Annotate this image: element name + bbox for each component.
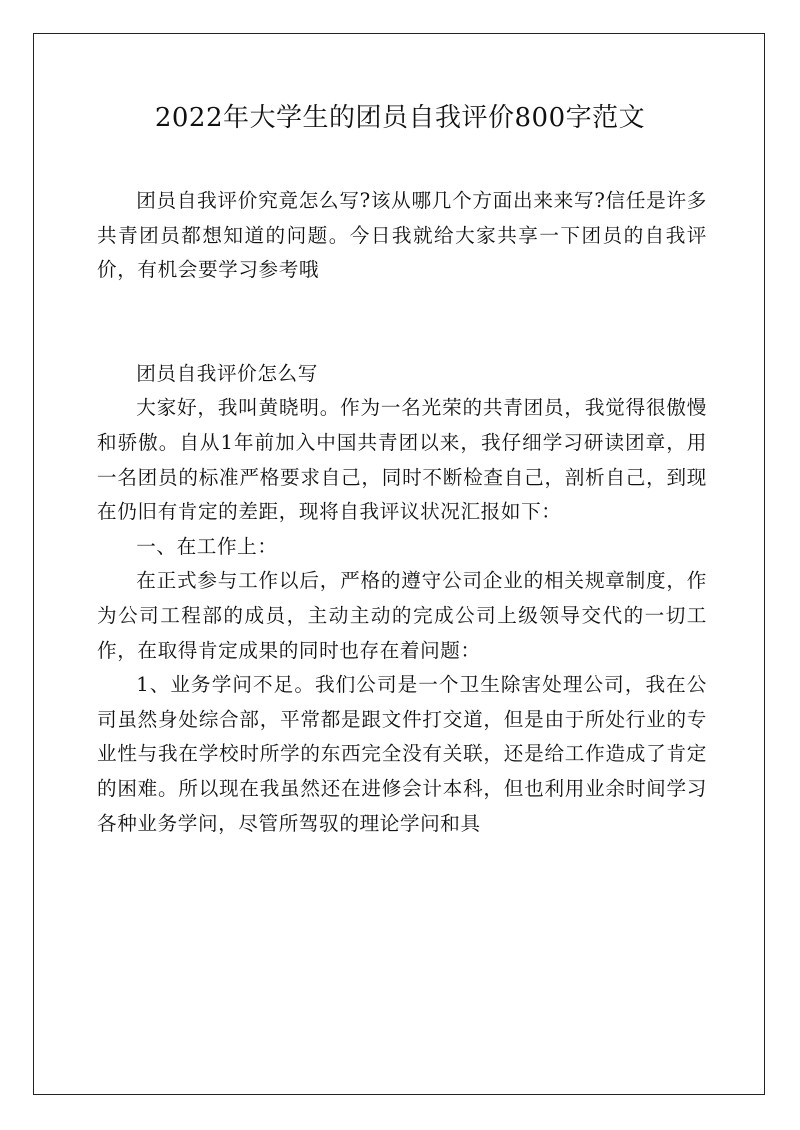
- body-paragraph: 1、业务学问不足。我们公司是一个卫生除害处理公司，我在公司虽然身处综合部，平常都是跟文件打交道，但是由于所处行业的专业性与我在学校时所学的东西完全没有关联，还是给工作造成了肯定的困难。所以现在我虽然还在进修会计本科，但也利用业余时间学习各种业务学问，尽管所驾驭的理论学问和具: [97, 673, 707, 835]
- subsection-heading: 一、在工作上：: [136, 534, 278, 558]
- document-body: [97, 184, 707, 841]
- body-paragraph: 在正式参与工作以后，严格的遵守公司企业的相关规章制度，作为公司工程部的成员，主动主动的完成公司上级领导交代的一切工作，在取得肯定成果的同时也存在着问题：: [97, 569, 707, 662]
- section-heading: 团员自我评价怎么写: [136, 361, 318, 385]
- document-title: 2022年大学生的团员自我评价800字范文: [154, 103, 646, 133]
- body-paragraph: 大家好，我叫黄晓明。作为一名光荣的共青团员，我觉得很傲慢和骄傲。自从1年前加入中国共青团以来，我仔细学习研读团章，用一名团员的标准严格要求自己，同时不断检查自己，剖析自己，到现在仍旧有肯定的差距，现将自我评议状况汇报如下：: [97, 396, 707, 524]
- intro-paragraph: 团员自我评价究竟怎么写?该从哪几个方面出来来写?信任是许多共青团员都想知道的问题。今日我就给大家共享一下团员的自我评价，有机会要学习参考哦: [97, 189, 707, 282]
